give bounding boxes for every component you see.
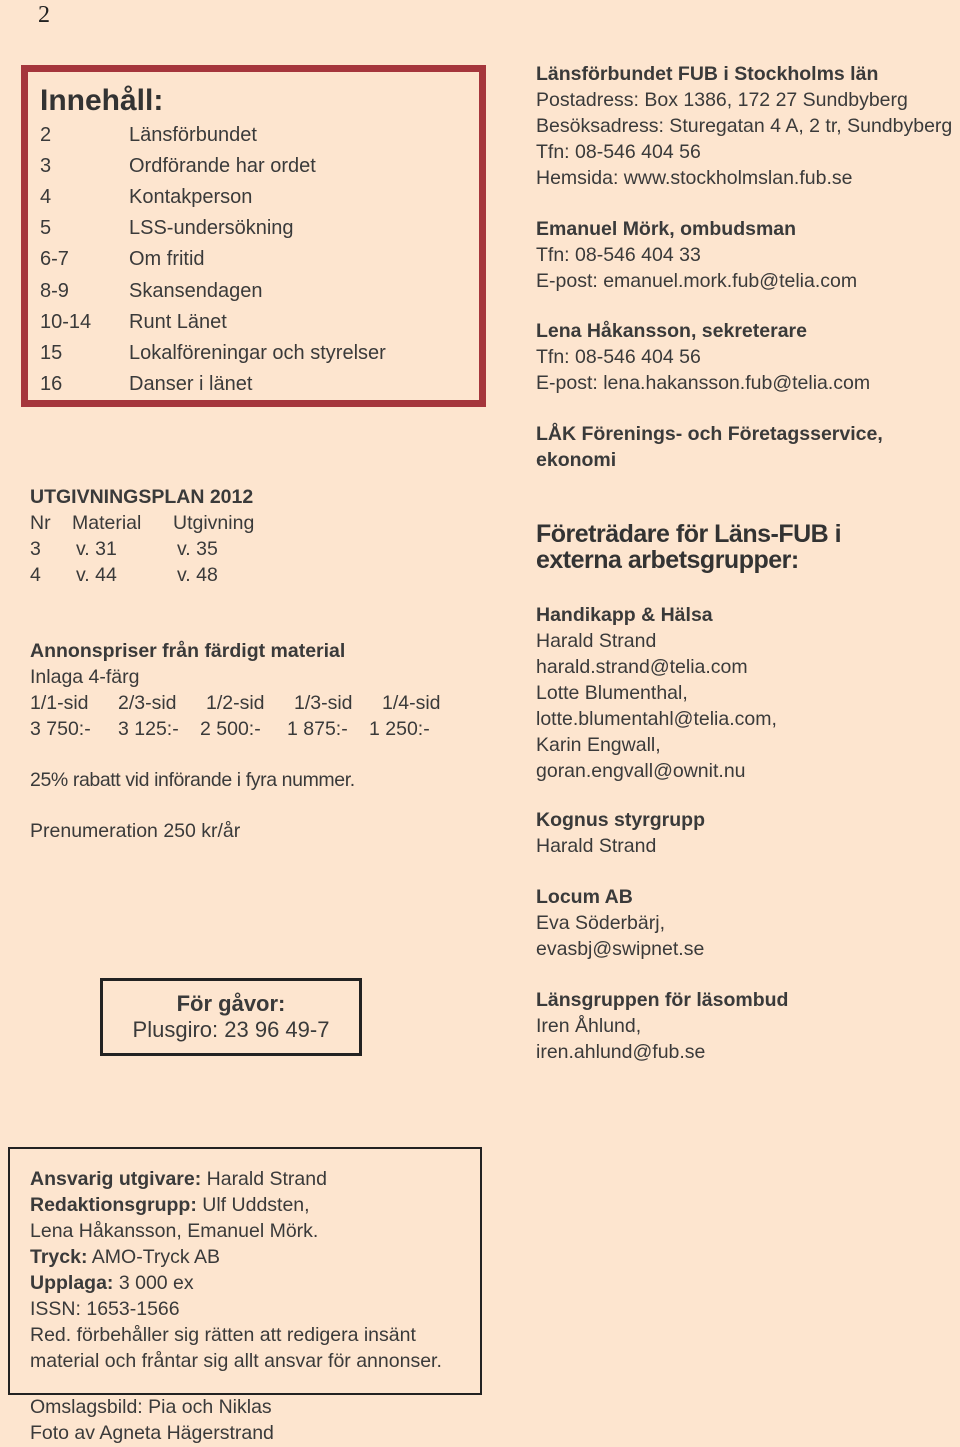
toc-item [40,373,252,401]
ad-prices [30,638,441,742]
ads-discount: 25% rabatt vid införande i fyra nummer. [30,769,355,791]
toc-num: 5 [40,217,52,239]
gifts-title: För gåvor: [176,991,286,1016]
ad-size: 2/3-sid [118,692,177,714]
imprint-issn: ISSN: 1653-1566 [30,1298,180,1320]
gifts-box [100,978,362,1056]
toc-label: LSS-undersökning [129,217,294,239]
plusgiro: Plusgiro: 23 96 49-7 [132,1017,330,1042]
toc-label: Kontakperson [129,186,253,208]
group-title: Handikapp & Hälsa [536,604,713,626]
print-value: AMO-Tryck AB [91,1246,220,1268]
group-line: Eva Söderbärj, [536,912,665,934]
imprint-edition [30,1270,442,1296]
plan-header-utgivning: Utgivning [173,512,255,534]
publishing-plan [30,484,254,588]
toc-item [40,124,257,152]
subscription: Prenumeration 250 kr/år [30,820,241,842]
ad-price: 3 125:- [118,718,179,740]
toc-item [40,342,386,370]
plan-header [30,510,254,536]
org-visit: Besöksadress: Sturegatan 4 A, 2 tr, Sundbyberg [536,115,953,137]
editors-label: Redaktionsgrupp: [30,1194,197,1216]
toc-item [40,311,227,339]
lak-line: LÅK Förenings- och Företagsservice, [536,423,883,445]
toc-item [40,217,294,245]
print-label: Tryck: [30,1246,88,1268]
toc-item [40,248,205,276]
toc-label: Om fritid [129,248,205,270]
plan-utgivning: v. 35 [177,538,218,560]
imprint-print [30,1244,442,1270]
external-heading [536,521,841,573]
group-locum [536,884,704,962]
group-line: Karin Engwall, [536,734,661,756]
contact-ombudsman [536,216,857,294]
imprint-disclaimer: Red. förbehåller sig rätten att redigera insänt [30,1324,416,1346]
imprint-disclaimer-cont: material och fråntar sig allt ansvar för annonser. [30,1350,442,1372]
page-number: 2 [38,2,50,28]
toc-label: Länsförbundet [129,124,257,146]
org-info [536,61,952,191]
ad-size: 1/3-sid [294,692,353,714]
org-phone: Tfn: 08-546 404 56 [536,141,701,163]
ad-price: 1 875:- [287,718,348,740]
group-handikapp [536,602,777,784]
group-title: Länsgruppen för läsombud [536,989,789,1011]
toc-num: 10-14 [40,311,92,333]
group-kognus [536,807,705,859]
imprint-publisher [30,1166,442,1192]
contact-phone: Tfn: 08-546 404 56 [536,346,701,368]
ad-size: 1/1-sid [30,692,89,714]
toc-num: 16 [40,373,63,395]
group-line: evasbj@swipnet.se [536,938,705,960]
plan-header-nr: Nr [30,512,51,534]
lak-line-cont: ekonomi [536,449,617,471]
contact-name: Lena Håkansson, sekreterare [536,320,807,342]
lak-service [536,421,883,473]
toc-label: Ordförande har ordet [129,155,316,177]
edition-value: 3 000 ex [118,1272,194,1294]
group-line: iren.ahlund@fub.se [536,1041,706,1063]
toc-item [40,155,316,183]
ads-sizes [30,690,441,716]
ad-price: 2 500:- [200,718,261,740]
plan-nr: 4 [30,564,41,586]
org-web: Hemsida: www.stockholmslan.fub.se [536,167,853,189]
group-line: lotte.blumentahl@telia.com, [536,708,777,730]
toc-num: 2 [40,124,52,146]
group-line: harald.strand@telia.com [536,656,748,678]
toc-num: 4 [40,186,52,208]
imprint-editors-cont: Lena Håkansson, Emanuel Mörk. [30,1220,319,1242]
plan-header-material: Material [72,512,142,534]
imprint [30,1166,442,1374]
toc-label: Skansendagen [129,280,263,302]
toc-item [40,280,262,308]
plan-material: v. 31 [76,538,117,560]
cover-credits [30,1394,274,1446]
ad-size: 1/2-sid [206,692,265,714]
group-title: Locum AB [536,886,633,908]
ads-prices [30,716,441,742]
group-title: Kognus styrgrupp [536,809,705,831]
org-postal: Postadress: Box 1386, 172 27 Sundbyberg [536,89,908,111]
toc-label: Runt Länet [129,311,227,333]
plan-nr: 3 [30,538,41,560]
cover-photo: Omslagsbild: Pia och Niklas [30,1396,272,1418]
imprint-editors [30,1192,442,1218]
toc-num: 8-9 [40,280,69,302]
toc-title: Innehåll: [40,84,164,117]
toc-num: 15 [40,342,63,364]
contact-email: E-post: emanuel.mork.fub@telia.com [536,270,858,292]
plan-title: UTGIVNINGSPLAN 2012 [30,486,254,508]
contact-name: Emanuel Mörk, ombudsman [536,218,797,240]
toc-item [40,186,252,214]
plan-row [30,562,254,588]
group-line: goran.engvall@ownit.nu [536,760,746,782]
external-heading-line-cont: externa arbetsgrupper: [536,546,799,574]
group-lasombud [536,987,788,1065]
plan-material: v. 44 [76,564,117,586]
edition-label: Upplaga: [30,1272,114,1294]
toc-num: 6-7 [40,248,69,270]
contact-secretary [536,318,870,396]
ad-price: 3 750:- [30,718,91,740]
publisher-label: Ansvarig utgivare: [30,1168,202,1190]
group-line: Harald Strand [536,630,657,652]
plan-utgivning: v. 48 [177,564,218,586]
org-name: Länsförbundet FUB i Stockholms län [536,63,879,85]
publisher-value: Harald Strand [206,1168,327,1190]
plan-row [30,536,254,562]
group-line: Iren Åhlund, [536,1015,642,1037]
ads-subtitle: Inlaga 4-färg [30,666,140,688]
contact-phone: Tfn: 08-546 404 33 [536,244,701,266]
ad-price: 1 250:- [369,718,430,740]
ads-title: Annonspriser från färdigt material [30,640,346,662]
toc-label: Lokalföreningar och styrelser [129,342,386,364]
external-heading-line: Företrädare för Läns-FUB i [536,520,842,548]
cover-photographer: Foto av Agneta Hägerstrand [30,1422,274,1444]
ad-size: 1/4-sid [382,692,441,714]
toc-label: Danser i länet [129,373,253,395]
toc-num: 3 [40,155,52,177]
editors-value: Ulf Uddsten, [202,1194,310,1216]
group-line: Lotte Blumenthal, [536,682,688,704]
group-line: Harald Strand [536,835,657,857]
contact-email: E-post: lena.hakansson.fub@telia.com [536,372,871,394]
